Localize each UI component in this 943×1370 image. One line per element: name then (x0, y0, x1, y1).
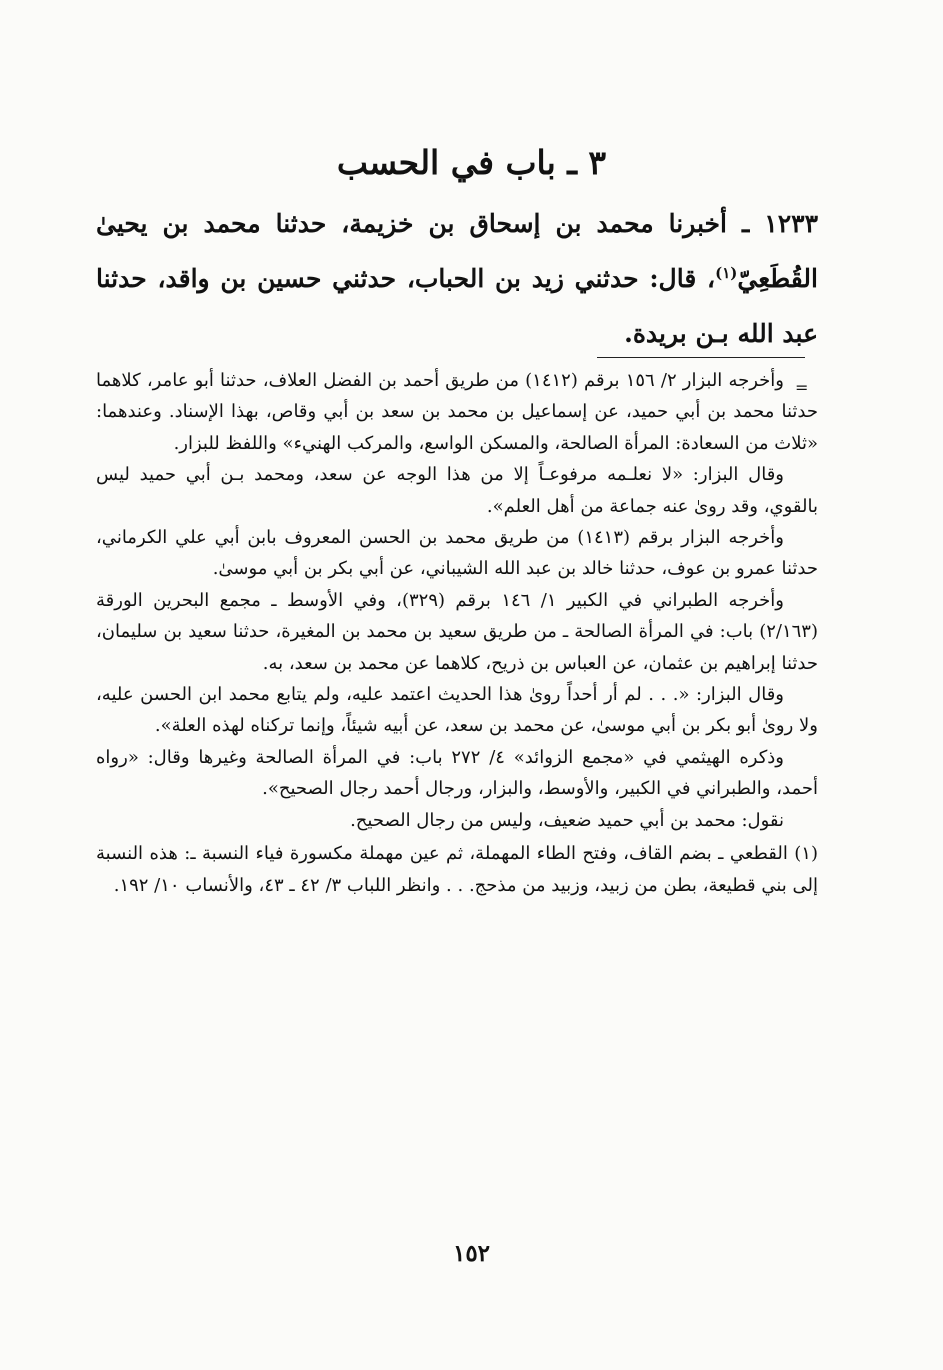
footnote-paragraph: نقول: محمد بن أبي حميد ضعيف، وليس من رجال الصحيح. (350, 809, 784, 831)
page-number: ١٥٢ (452, 1240, 491, 1267)
chapter-title: ٣ ـ باب في الحسب (336, 143, 607, 182)
footnote-paragraph: وأخرجه البزار ٢/ ١٥٦ برقم (١٤١٢) من طريق أحمد بن الفضل العلاف، حدثنا أبو عامر، كلاهما حدثنا محمد بن أبي حميد، عن إسماعيل بن محمد بن سعد بن أبي وقاص، بهذا الإسناد. وعندهما: «ثلاث من السعادة: المرأة الصالحة، والمسكن الواسع، والمركب الهنيء» واللفظ للبزار. (96, 370, 818, 454)
footnote-paragraph: وأخرجه الطبراني في الكبير ١/ ١٤٦ برقم (٣٢٩)، وفي الأوسط ـ مجمع البحرين الورقة (٢/١٦٣) باب: في المرأة الصالحة ـ من طريق سعيد بن محمد بن المغيرة، حدثنا سعيد بن سليمان، حدثنا إبراهيم بن عثمان، عن العباس بن ذريح، كلاهما عن محمد بن سعد، به. (96, 589, 818, 674)
footnote-paragraph: وأخرجه البزار برقم (١٤١٣) من طريق محمد بن الحسن المعروف بابن أبي علي الكرماني، حدثنا عمرو بن عوف، حدثنا خالد بن عبد الله الشيباني، عن أبي بكر بن أبي موسىٰ. (96, 527, 818, 580)
footnote-reference[interactable]: (١) (715, 264, 738, 282)
footnotes-section (96, 365, 818, 901)
footnote-paragraph: وقال البزار: «. . . لم أر أحداً روىٰ هذا الحديث اعتمد عليه، ولم يتابع محمد ابن الحسن عليه، ولا روىٰ أبو بكر بن أبي موسىٰ، عن محمد بن سعد، عن أبيه شيئاً، وإنما تركناه لهذه العلة». (96, 684, 818, 737)
footnote-paragraph: وذكره الهيثمي في «مجمع الزوائد» ٤/ ٢٧٢ باب: في المرأة الصالحة وغيرها وقال: «رواه أحمد، والطبراني في الكبير، والأوسط، والبزار، ورجال أحمد رجال الصحيح». (96, 746, 818, 800)
hadith-text-part2: ، قال: حدثني زيد بن الحباب، حدثني حسين بن واقد، حدثنا عبد الله بـن بريدة. (96, 264, 818, 348)
hadith-text-part1: ١٢٣٣ ـ أخبرنا محمد بن إسحاق بن خزيمة، حدثنا محمد بن يحيىٰ القُطَعِيّ (96, 209, 818, 293)
footnote-1: (١) القطعي ـ بضم القاف، وفتح الطاء المهملة، ثم عين مهملة مكسورة فياء النسبة ـ: هذه النسبة إلى بني قطيعة، بطن من زبيد، وزبيد من مذحج. . . وانظر اللباب ٣/ ٤٢ ـ ٤٣، والأنساب ١٠/ ١٩٢. (96, 843, 818, 896)
footnote-paragraph: وقال البزار: «لا نعلـمه مرفوعـاً إلا من هذا الوجه عن سعد، ومحمد بـن أبي حميد ليس بالقوي، وقد روىٰ عنه جماعة من أهل العلم». (96, 464, 818, 517)
footnote-divider (597, 357, 805, 358)
continuation-marker: = (795, 378, 809, 397)
hadith-text (96, 196, 818, 361)
